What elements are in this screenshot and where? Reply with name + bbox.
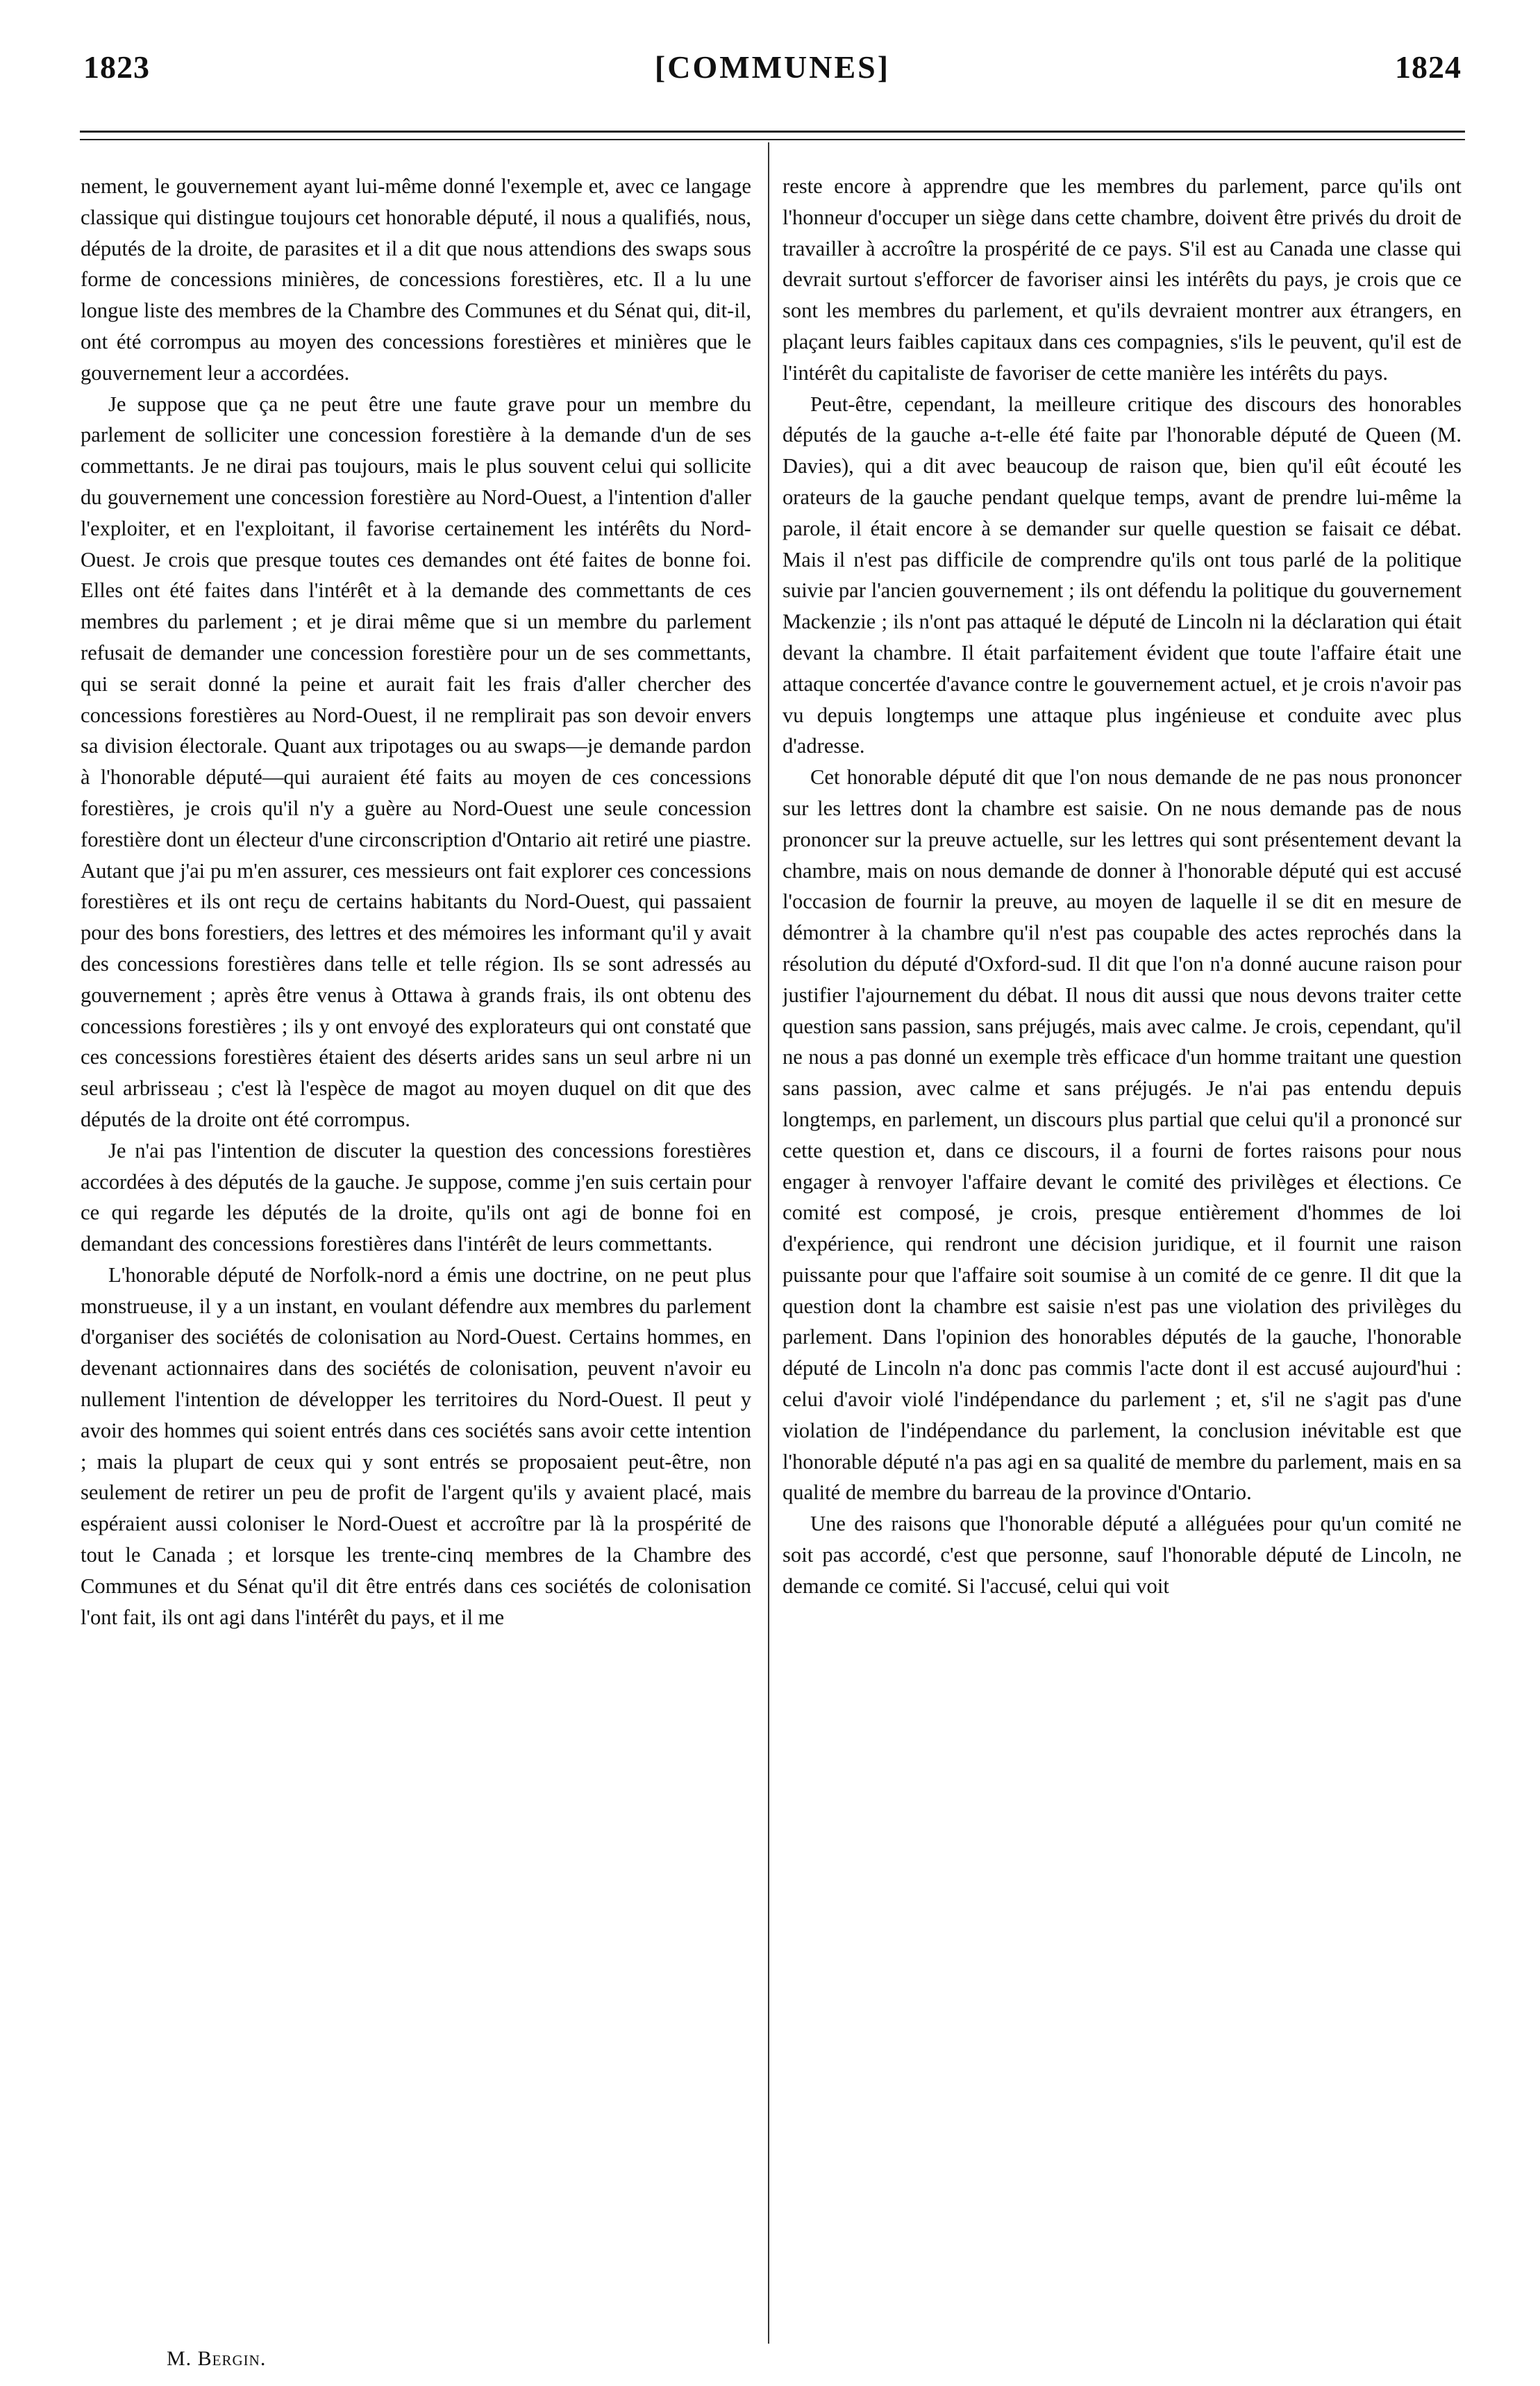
left-paragraph-3: Je n'ai pas l'intention de discuter la question des concessions forestières accordées à des députés de la gauche. Je suppose, comme j'en suis certain pour ce qui regarde les députés de la droite, qu'ils ont agi de bonne foi en demandant des concessions forestières dans l'intérêt de leurs commettants.: [81, 1138, 751, 1256]
right-paragraph-1: reste encore à apprendre que les membres du parlement, parce qu'ils ont l'honneur d'occuper un siège dans cette chambre, doivent être privés du droit de travailler à accroître la prospérité de ce pays. S'il est au Canada une classe qui devrait surtout s'efforcer de favoriser ainsi les intérêts du pays, je crois que ce sont les membres du parlement, et qu'ils devraient montrer aux étrangers, en plaçant leurs faibles capitaux dans ces compagnies, s'ils le peuvent, qu'il est de l'intérêt du capitaliste de favoriser de cette manière les intérêts du pays.: [782, 174, 1462, 385]
header-section-title: [COMMUNES]: [654, 49, 891, 85]
right-paragraph-4: Une des raisons que l'honorable député a alléguées pour qu'un comité ne soit pas accordé, c'est que personne, sauf l'honorable député de Lincoln, ne demande ce comité. Si l'accusé, celui qui voit: [782, 1512, 1462, 1598]
page-header: [83, 43, 1462, 92]
right-column: [782, 171, 1462, 2386]
speaker-footer: [167, 2344, 266, 2374]
header-rule-top: [80, 131, 1465, 133]
right-paragraph-3: Cet honorable député dit que l'on nous demande de ne pas nous prononcer sur les lettres dont la chambre est saisie. On ne nous demande pas de nous prononcer sur la preuve actuelle, sur les lettres qui sont présentement devant la chambre, mais on nous demande de donner à l'honorable député qui est accusé l'occasion de fournir la preuve, au moyen de laquelle il se dit en mesure de démontrer à la chambre qu'il n'est pas coupable des actes reprochés dans la résolution du député d'Oxford-sud. Il dit que l'on n'a donné aucune raison pour justifier l'ajournement du débat. Il nous dit aussi que nous devons traiter cette question sans passion, sans préjugés, mais avec calme. Je crois, cependant, qu'il ne nous a pas donné un exemple très efficace d'un homme traitant une question sans passion, avec calme et sans préjugés. Je n'ai pas entendu depuis longtemps, en parlement, un discours plus partial que celui qu'il a prononcé sur cette question et, dans ce discours, il a fourni de fortes raisons pour nous engager à renvoyer l'affaire devant le comité des privilèges et élections. Ce comité est composé, je crois, presque entièrement d'hommes de loi d'expérience, qui rendront une décision juridique, et il fournit une raison puissante pour que l'affaire soit soumise à un comité de ce genre. Il dit que la question dont la chambre est saisie n'est pas une violation des privilèges du parlement. Dans l'opinion des honorables députés de la gauche, l'honorable député de Lincoln n'a donc pas commis l'acte dont il est accusé aujourd'hui : celui d'avoir violé l'indépendance du parlement ; et, s'il ne s'agit pas d'une violation de l'indépendance du parlement, la conclusion inévitable est que l'honorable député n'a pas agi en sa qualité de membre du parlement, mais en sa qualité de membre du barreau de la province d'Ontario.: [782, 765, 1462, 1505]
header-rule-bottom: [80, 139, 1465, 140]
column-divider: [768, 142, 769, 2344]
left-paragraph-2: Je suppose que ça ne peut être une faute grave pour un membre du parlement de solliciter une concession forestière à la demande d'un de ses commettants. Je ne dirai pas toujours, mais le plus souvent celui qui sollicite du gouvernement une concession forestière au Nord-Ouest, a l'intention d'aller l'exploiter, et en l'exploitant, il favorise certainement les intérêts du Nord-Ouest. Je crois que presque toutes ces demandes ont été faites de bonne foi. Elles ont été faites dans l'intérêt et à la demande des commettants de ces membres du parlement ; et je dirai même que si un membre du parlement refusait de demander une concession forestière pour un de ses commettants, qui se serait donné la peine et aurait fait les frais d'aller chercher des concessions forestières au Nord-Ouest, il ne remplirait pas son devoir envers sa division électorale. Quant aux tripotages ou au swaps—je demande pardon à l'honorable député—qui auraient été faits au moyen de ces concessions forestières, je crois qu'il n'y a guère au Nord-Ouest une seule concession forestière dont un électeur d'une circonscription d'Ontario ait retiré une piastre. Autant que j'ai pu m'en assurer, ces messieurs ont fait explorer ces concessions forestières et ils ont reçu de certains habitants du Nord-Ouest, qui passaient pour des bons forestiers, des lettres et des mémoires les informant qu'il y avait des concessions forestières dans telle et telle région. Ils se sont adressés au gouvernement ; après être venus à Ottawa à grands frais, ils ont obtenu des concessions forestières ; ils y ont envoyé des explorateurs qui ont constaté que ces concessions forestières étaient des déserts arides sans un seul arbre ni un seul arbrisseau ; c'est là l'espèce de magot au moyen duquel on dit que des députés de la droite ont été corrompus.: [81, 392, 751, 1131]
right-paragraph-2: Peut-être, cependant, la meilleure critique des discours des honorables députés de la gauche a-t-elle été faite par l'honorable député de Queen (M. Davies), qui a dit avec beaucoup de raison que, bien qu'il eût écouté les orateurs de la gauche pendant quelque temps, avant de prendre lui-même la parole, il était encore à se demander sur quelle question se faisait ce débat. Mais il n'est pas difficile de comprendre qu'ils ont tous parlé de la politique suivie par l'ancien gouvernement ; ils ont défendu la politique du gouvernement Mackenzie ; ils n'ont pas attaqué le député de Lincoln ni la déclaration qui était devant la chambre. Il était parfaitement évident que toute l'affaire était une attaque concertée d'avance contre le gouvernement actuel, et je crois n'avoir pas vu depuis longtemps une attaque plus ingénieuse et conduite avec plus d'adresse.: [782, 392, 1462, 758]
speaker-name: M. Bergin.: [167, 2347, 267, 2370]
left-paragraph-4: L'honorable député de Norfolk-nord a émis une doctrine, on ne peut plus monstrueuse, il y a un instant, en voulant défendre aux membres du parlement d'organiser des sociétés de colonisation au Nord-Ouest. Certains hommes, en devenant actionnaires dans des sociétés de colonisation, peuvent n'avoir eu nullement l'intention de développer les territoires du Nord-Ouest. Il peut y avoir des hommes qui soient entrés dans ces sociétés sans avoir cette intention ; mais la plupart de ceux qui y sont entrés se proposaient peut-être, non seulement de retirer un peu de profit de l'argent qu'ils y avaient placé, mais espéraient aussi coloniser le Nord-Ouest et accroître par là la prospérité de tout le Canada ; et lorsque les trente-cinq membres de la Chambre des Communes et du Sénat qu'il dit être entrés dans ces sociétés de colonisation l'ont fait, ils ont agi dans l'intérêt du pays, et il me: [81, 1262, 751, 1629]
header-page-number-right: 1824: [1395, 49, 1462, 85]
header-page-number-left: 1823: [83, 49, 150, 85]
left-column: [81, 171, 751, 2386]
left-paragraph-1: nement, le gouvernement ayant lui-même donné l'exemple et, avec ce langage classique qui distingue toujours cet honorable député, il nous a qualifiés, nous, députés de la droite, de parasites et il a dit que nous attendions des swaps sous forme de concessions minières, de concessions forestières, etc. Il a lu une longue liste des membres de la Chambre des Communes et du Sénat qui, dit-il, ont été corrompus au moyen des concessions forestières et minières que le gouvernement leur a accordées.: [81, 174, 751, 385]
